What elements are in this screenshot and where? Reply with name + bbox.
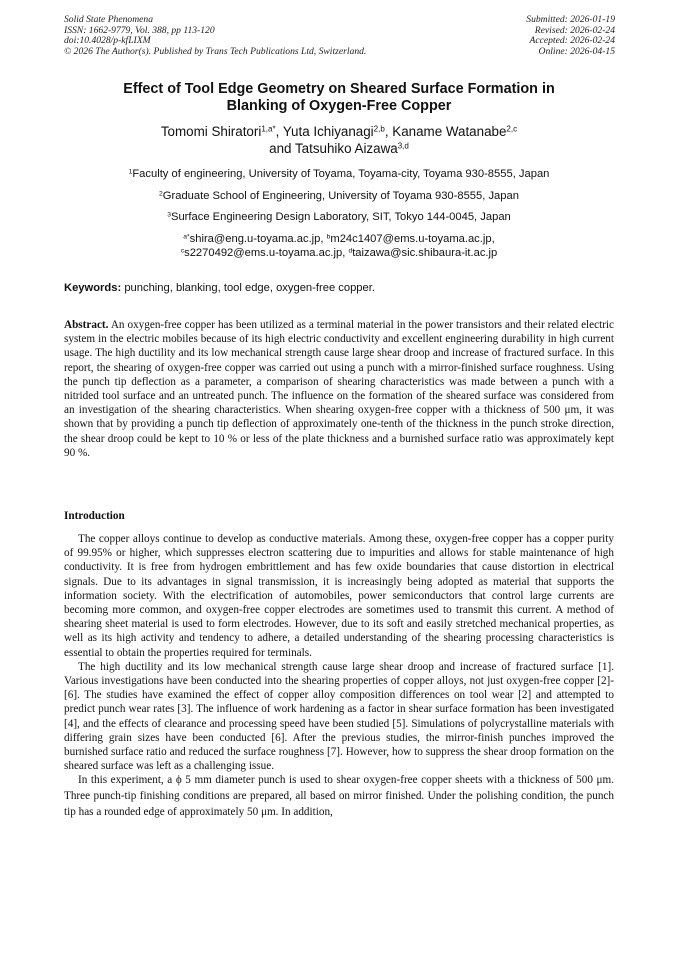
author-separator: , xyxy=(275,124,283,139)
email-mark: b xyxy=(326,233,331,241)
author-name: Kaname Watanabe xyxy=(392,124,507,139)
author-affil-mark: 1,a* xyxy=(261,124,276,134)
affiliation-text: Faculty of engineering, University of Toyama, Toyama-city, Toyama 930-8555, Japan xyxy=(132,168,550,180)
accepted-date: Accepted: 2026-02-24 xyxy=(529,35,615,47)
email-address[interactable]: m24c1407@ems.u-toyama.ac.jp xyxy=(330,233,492,245)
author-affil-mark: 2,c xyxy=(506,124,518,134)
affiliation-2 xyxy=(60,190,618,203)
title-line-1: Effect of Tool Edge Geometry on Sheared Surface Formation in xyxy=(123,81,555,97)
email-address[interactable]: s2270492@ems.u-toyama.ac.jp xyxy=(184,247,343,259)
author-separator: , xyxy=(384,124,393,139)
author-conjunction: and xyxy=(269,140,295,156)
affiliation-1 xyxy=(60,168,618,181)
email-line-1: $^{a*}$shira@eng.u-toyama.ac.jp, $^b$m24c1407@ems.u-toyama.ac.jp, xyxy=(183,233,495,245)
keywords-text: punching, blanking, tool edge, oxygen-free copper. xyxy=(124,282,375,294)
affiliation-mark: 3 xyxy=(167,211,171,219)
author-name: Tomomi Shiratori xyxy=(160,124,262,139)
email-mark: a* xyxy=(183,233,190,241)
issn-line: ISSN: 1662-9779, Vol. 388, pp 113-120 xyxy=(64,24,215,36)
affiliation-mark: 1 xyxy=(128,168,133,176)
intro-paragraph-2: The high ductility and its low mechanical strength cause large shear droop and increase of fractured surface [1]. Various investigations have been conducted into the shearing properties of copper alloys, not just oxygen-free copper [2]-[6]. The studies have examined the effect of copper alloy composition differences on tool wear [2] and attempted to predict punch wear rates [3]. The influence of work hardening as a factor in shear surface formation has been investigated [4], and the effects of clearance and processing speed have been studied [5]. Simulations of polycrystalline materials with differing grain sizes have been conducted [6]. After the previous studies, the mirror-finish punches improved the burnished surface ratio and reduced the surface roughness [7]. However, how to suppress the shear droop formation on the sheared surface was left as a challenging issue. xyxy=(64,660,614,773)
intro-paragraph-1: The copper alloys continue to develop as conductive materials. Among these, oxygen-free copper has a copper purity of 99.95% or higher, which suppresses electron scattering due to impurities and allows for stable maintenance of high conductivity. It is free from hydrogen embrittlement and has few oxide boundaries that cause distortion in electrical signals. Due to its advantages in signal transmission, it is increasingly being adopted as material that supports the information society. With the electrification of automobiles, power semiconductors that control large currents are becoming more common, and oxygen-free copper electrodes are sometimes used to transmit this current. A method of shearing sheet material is used to form electrodes. However, due to its soft and easily stretched mechanical properties, as well as its high activity and tendency to adhere, a detailed understanding of the shearing processing characteristics is essential to obtain the properties required for terminals. xyxy=(64,533,614,659)
copyright-line: © 2026 The Author(s). Published by Trans Tech Publications Ltd, Switzerland. xyxy=(64,45,367,57)
dates-header xyxy=(526,15,615,57)
author-name: Tatsuhiko Aizawa xyxy=(294,140,398,156)
revised-date: Revised: 2026-02-24 xyxy=(534,24,615,36)
introduction-section xyxy=(64,532,614,820)
author-name: Yuta Ichiyanagi xyxy=(282,124,374,139)
author-line-2 xyxy=(60,141,618,158)
email-line-2: $^c$s2270492@ems.u-toyama.ac.jp, $^d$taizawa@sic.shibaura-it.ac.jp xyxy=(180,247,498,259)
abstract-paragraph xyxy=(64,318,614,460)
online-date: Online: 2026-04-15 xyxy=(538,45,615,57)
journal-name: Solid State Phenomena xyxy=(64,14,153,25)
keywords-label: Keywords: xyxy=(64,282,122,294)
author-affil-mark: 2,b xyxy=(373,124,385,134)
abstract-text: An oxygen-free copper has been utilized as a terminal material in the power transistors and their related electric system in the electric mobiles because of its high electric conductivity and excellent engineering durability in high current usage. The high ductility and its low mechanical strength cause large shear droop and increase of fractured surface. In this report, the shearing of oxygen-free copper was carried out using a punch with a mirror-finished surface roughness. Using the punch tip deflection as a parameter, a comparison of shearing characteristics was made between a punch with a nitrided tool surface and an untreated punch. The influence on the formation of the sheared surface was considered from an investigation of the shearing characteristics. When shearing oxygen-free copper with a thickness of 500 μm, it was shown that by providing a punch tip deflection of approximately one-tenth of the thickness in the punch stroke direction, the shear droop could be kept to 10 % or less of the plate thickness and a burnished surface ratio was approximately kept 90 %. xyxy=(64,319,615,459)
section-heading-introduction: Introduction xyxy=(64,510,125,522)
author-affil-mark: 3,d xyxy=(397,141,409,151)
intro-paragraph-3: In this experiment, a ϕ 5 mm diameter punch is used to shear oxygen-free copper sheets with a thickness of 500 μm. Three punch-tip finishing conditions are prepared, all based on mirror finished. Under the polishing condition, the punch tip has a rounded edge of approximately 50 μm. In addition, xyxy=(64,774,614,818)
affiliation-mark: 2 xyxy=(159,190,163,198)
keywords-line xyxy=(64,282,375,295)
paper-title xyxy=(60,81,618,115)
abstract-label: Abstract. xyxy=(64,319,109,331)
affiliation-text: Surface Engineering Design Laboratory, SIT, Tokyo 144-0045, Japan xyxy=(170,211,511,223)
email-block xyxy=(60,232,618,260)
email-address[interactable]: taizawa@sic.shibaura-it.ac.jp xyxy=(352,247,498,259)
title-line-2: Blanking of Oxygen-Free Copper xyxy=(226,98,452,114)
author-list xyxy=(60,124,618,157)
submitted-date: Submitted: 2026-01-19 xyxy=(526,14,615,25)
doi-line[interactable]: doi:10.4028/p-kfLIXM xyxy=(64,35,151,47)
affiliation-text: Graduate School of Engineering, University of Toyama 930-8555, Japan xyxy=(162,190,519,202)
journal-header xyxy=(64,15,366,57)
email-mark: c xyxy=(180,247,185,255)
affiliation-3 xyxy=(60,211,618,224)
email-mark: d xyxy=(348,247,353,255)
author-line-1 xyxy=(60,124,618,141)
email-address[interactable]: shira@eng.u-toyama.ac.jp xyxy=(189,233,321,245)
